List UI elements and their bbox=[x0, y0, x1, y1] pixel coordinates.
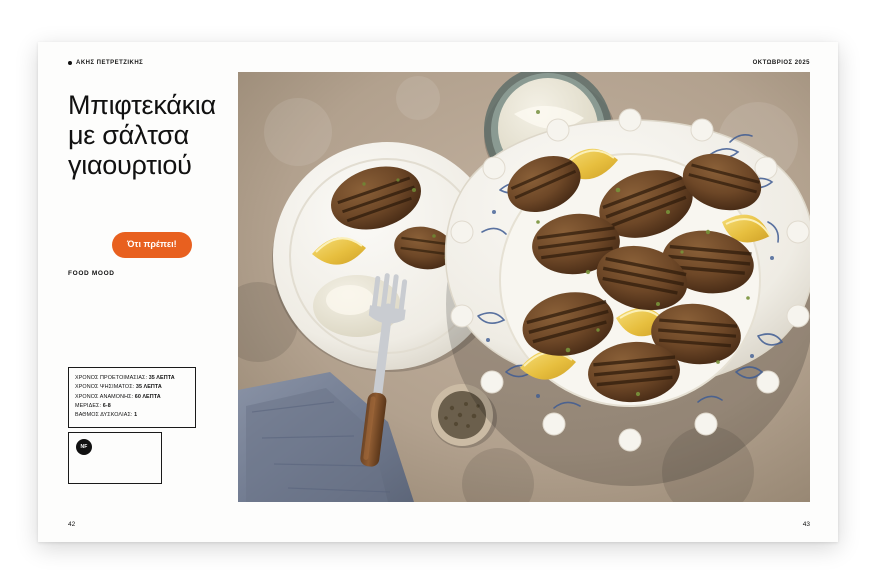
bullet-dot-icon bbox=[68, 61, 72, 65]
recipe-photo-illustration bbox=[238, 72, 810, 502]
spec-row bbox=[75, 383, 189, 392]
spec-label: ΧΡΟΝΟΣ ΨΗΣΙΜΑΤΟΣ: bbox=[75, 384, 135, 391]
nutrition-fact-box bbox=[68, 432, 162, 484]
spec-label: ΒΑΘΜΟΣ ΔΥΣΚΟΛΙΑΣ: bbox=[75, 412, 133, 419]
recipe-photograph bbox=[238, 72, 810, 502]
magazine-spread bbox=[38, 42, 838, 542]
spec-value: 35 ΛΕΠΤΑ bbox=[148, 375, 175, 381]
headline-line-1: Μπιφτεκάκια bbox=[68, 90, 216, 120]
spec-label: ΧΡΟΝΟΣ ΠΡΟΕΤΟΙΜΑΣΙΑΣ: bbox=[75, 375, 148, 381]
author-name: ΑΚΗΣ ΠΕΤΡΕΤΖΙΚΗΣ bbox=[76, 60, 144, 66]
spec-value: 35 ΛΕΠΤΑ bbox=[135, 384, 162, 391]
running-head-author bbox=[68, 60, 143, 66]
food-mood-caption: FOOD MOOD bbox=[68, 270, 115, 277]
food-mood-badge bbox=[112, 232, 192, 258]
spec-row bbox=[75, 393, 189, 402]
spec-row bbox=[75, 411, 189, 420]
spec-value: 1 bbox=[134, 412, 138, 419]
page-number-left: 42 bbox=[68, 521, 76, 528]
spec-row bbox=[75, 402, 189, 411]
spec-label: ΜΕΡΙΔΕΣ: bbox=[75, 402, 102, 409]
nf-badge-icon: NF bbox=[76, 439, 92, 455]
headline-line-2: με σάλτσα bbox=[68, 120, 189, 151]
page-number-right: 43 bbox=[802, 521, 810, 528]
spec-row bbox=[75, 374, 189, 383]
recipe-spec-box bbox=[68, 367, 196, 428]
badge-label: Ότι πρέπει! bbox=[127, 239, 177, 249]
spec-value: 60 ΛΕΠΤΑ bbox=[134, 393, 161, 400]
spec-label: ΧΡΟΝΟΣ ΑΝΑΜΟΝΗΣ: bbox=[75, 393, 134, 400]
headline-line-3: γιαουρτιού bbox=[68, 150, 192, 181]
spec-value: 6-8 bbox=[102, 402, 111, 409]
running-head-issue: ΟΚΤΩΒΡΙΟΣ 2025 bbox=[752, 60, 810, 66]
